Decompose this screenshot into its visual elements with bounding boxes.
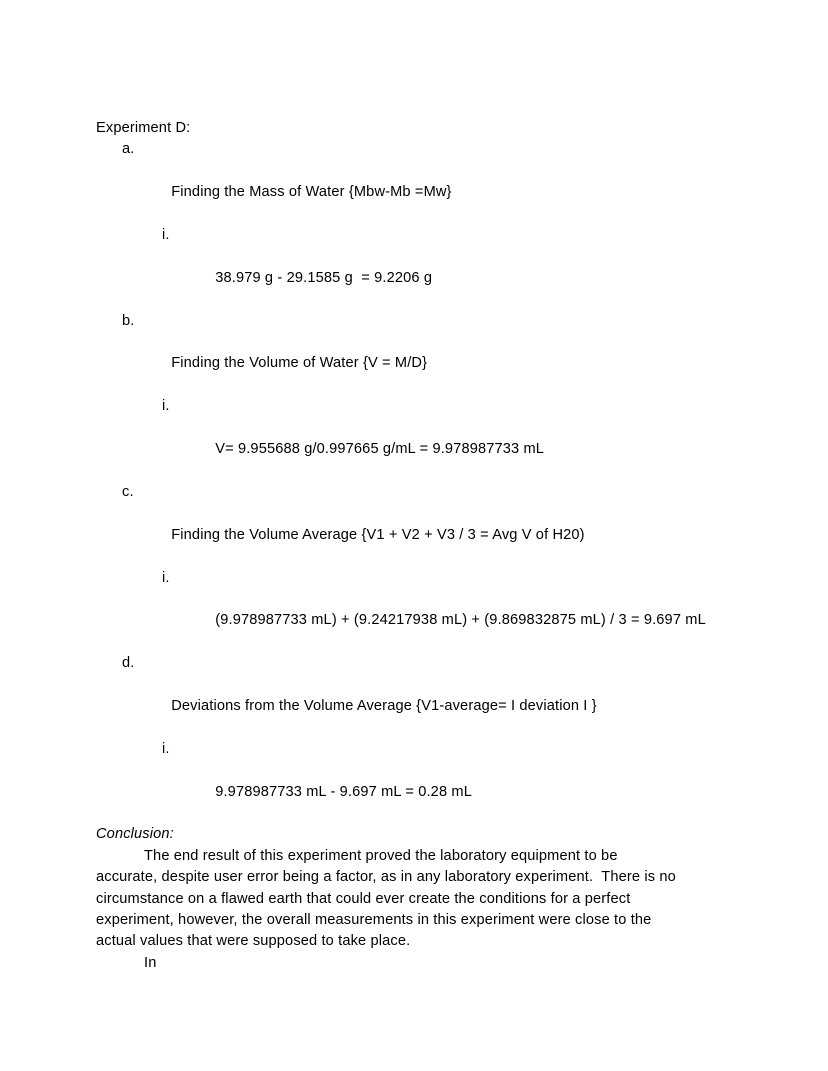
list-item bbox=[96, 653, 744, 739]
list-item-text: Finding the Volume Average {V1 + V2 + V3 / 3 = Avg V of H20) bbox=[171, 526, 585, 543]
sub-list-marker: i. bbox=[162, 398, 170, 415]
list-marker: c. bbox=[122, 483, 134, 500]
sub-list-marker: i. bbox=[162, 227, 170, 244]
document-body bbox=[96, 118, 744, 974]
conclusion-paragraph-line: circumstance on a flawed earth that could ever create the conditions for a perfect bbox=[96, 890, 631, 907]
list-marker: a. bbox=[122, 141, 135, 158]
list-item bbox=[96, 311, 744, 397]
list-marker: d. bbox=[122, 655, 135, 672]
sub-list-item-text: 9.978987733 mL - 9.697 mL = 0.28 mL bbox=[215, 783, 472, 800]
sub-list-item-text: 38.979 g - 29.1585 g = 9.2206 g bbox=[215, 269, 433, 286]
conclusion-heading: Conclusion: bbox=[96, 826, 174, 843]
list-item-text: Deviations from the Volume Average {V1-average= I deviation I } bbox=[171, 697, 597, 714]
sub-list-item bbox=[96, 739, 744, 825]
trailing-paragraph-line: In bbox=[144, 954, 157, 971]
list-item bbox=[96, 139, 744, 225]
conclusion-paragraph-line: experiment, however, the overall measurements in this experiment were close to the bbox=[96, 912, 652, 929]
conclusion-paragraph-line: actual values that were supposed to take place. bbox=[96, 933, 411, 950]
list-item-text: Finding the Mass of Water {Mbw-Mb =Mw} bbox=[171, 184, 452, 201]
sub-list-item bbox=[96, 225, 744, 311]
list-item bbox=[96, 482, 744, 568]
sub-list-item bbox=[96, 568, 744, 654]
heading-experiment-d: Experiment D: bbox=[96, 120, 191, 136]
sub-list-item bbox=[96, 396, 744, 482]
list-item-text: Finding the Volume of Water {V = M/D} bbox=[171, 355, 428, 372]
conclusion-paragraph-line: The end result of this experiment proved the laboratory equipment to be bbox=[144, 847, 618, 864]
list-marker: b. bbox=[122, 312, 135, 329]
conclusion-paragraph-line: accurate, despite user error being a factor, as in any laboratory experiment. There is no bbox=[96, 869, 676, 886]
sub-list-item-text: V= 9.955688 g/0.997665 g/mL = 9.978987733 mL bbox=[215, 441, 545, 458]
sub-list-marker: i. bbox=[162, 569, 170, 586]
sub-list-marker: i. bbox=[162, 740, 170, 757]
sub-list-item-text: (9.978987733 mL) + (9.24217938 mL) + (9.869832875 mL) / 3 = 9.697 mL bbox=[215, 612, 706, 629]
